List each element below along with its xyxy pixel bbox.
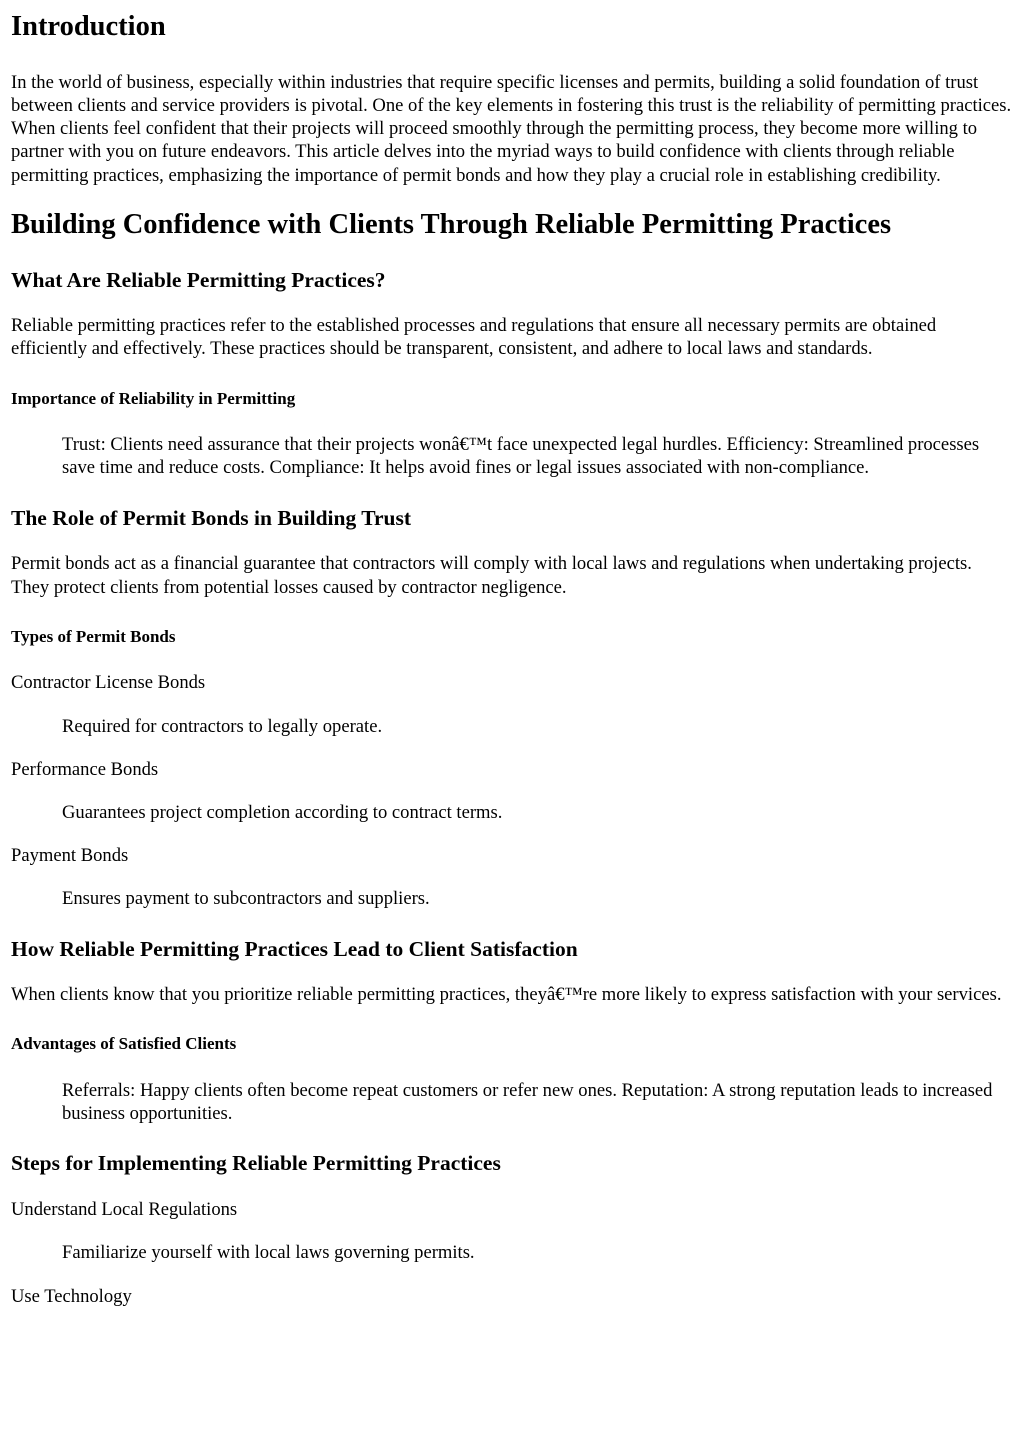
intro-paragraph: In the world of business, especially within industries that require specific licenses and permits, building a solid foundation of trust between clients and service providers is pivotal. One of the key elements in fostering this trust is the reliability of permitting practices. When clients feel confident that their projects will proceed smoothly through the permitting process, they become more willing to partner with you on future endeavors. This article delves into the myriad ways to build confidence with clients through reliable permitting practices, emphasizing the importance of permit bonds and how they play a crucial role in establishing credibility. (11, 71, 1012, 186)
main-heading: Building Confidence with Clients Through Reliable Permitting Practices (11, 208, 892, 240)
role-paragraph: Permit bonds act as a financial guarantee that contractors will comply with local laws and regulations when undertaking projects. They protect clients from potential losses caused by contractor negligence. (11, 553, 972, 598)
satisfaction-paragraph: When clients know that you prioritize reliable permitting practices, theyâ€™re more likely to express satisfaction with your services. (11, 984, 1002, 1006)
advantages-text: Referrals: Happy clients often become repeat customers or refer new ones. Reputation: A strong reputation leads to increased business opportunities. (62, 1079, 993, 1125)
bond-description: Ensures payment to subcontractors and suppliers. (62, 888, 430, 910)
what-are-paragraph: Reliable permitting practices refer to the established processes and regulations that ensure all necessary permits are obtained efficiently and effectively. These practices should be transparent, consistent, and adhere to local laws and standards. (11, 315, 937, 360)
bond-term: Contractor License Bonds (11, 672, 206, 694)
importance-heading: Importance of Reliability in Permitting (11, 388, 296, 408)
step-description: Familiarize yourself with local laws governing permits. (62, 1242, 475, 1264)
satisfaction-heading: How Reliable Permitting Practices Lead to Client Satisfaction (11, 936, 578, 961)
advantages-heading: Advantages of Satisfied Clients (11, 1034, 237, 1054)
bond-description: Required for contractors to legally operate. (62, 715, 383, 737)
bond-term: Performance Bonds (11, 758, 159, 780)
what-are-heading: What Are Reliable Permitting Practices? (11, 267, 386, 292)
bond-description: Guarantees project completion according to contract terms. (62, 801, 503, 823)
types-heading: Types of Permit Bonds (11, 626, 176, 646)
step-term: Understand Local Regulations (11, 1199, 238, 1221)
steps-heading: Steps for Implementing Reliable Permitting Practices (11, 1151, 501, 1176)
bond-term: Payment Bonds (11, 845, 129, 867)
step-term: Use Technology (11, 1285, 132, 1307)
importance-text: Trust: Clients need assurance that their projects wonâ€™t face unexpected legal hurdles. Efficiency: Streamlined processes save time and reduce costs. Compliance: It helps avoid fines or legal issues associated with non-compliance. (62, 434, 980, 479)
intro-heading: Introduction (11, 11, 166, 42)
role-heading: The Role of Permit Bonds in Building Trust (11, 505, 411, 530)
